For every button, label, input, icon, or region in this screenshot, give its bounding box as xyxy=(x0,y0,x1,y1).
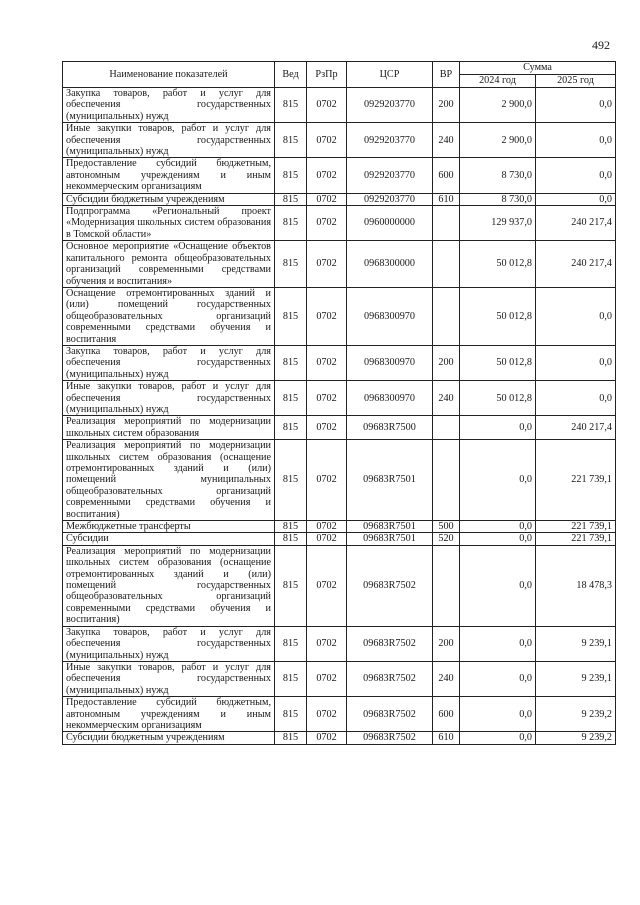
row-2025: 9 239,2 xyxy=(536,732,616,744)
row-csr: 0960000000 xyxy=(347,206,433,241)
row-2024: 0,0 xyxy=(460,440,536,521)
row-csr: 0968300000 xyxy=(347,241,433,288)
table-body xyxy=(63,88,616,745)
row-name: Подпрограмма «Региональный проект «Модернизация школьных систем образования в Томской области» xyxy=(63,206,275,241)
row-name: Закупка товаров, работ и услуг для обеспечения государственных (муниципальных) нужд xyxy=(63,345,275,380)
row-rzpr: 0702 xyxy=(307,123,347,158)
row-2025: 18 478,3 xyxy=(536,545,616,626)
row-rzpr: 0702 xyxy=(307,193,347,205)
header-csr: ЦСР xyxy=(347,62,433,88)
row-vr xyxy=(433,287,460,345)
row-2025: 221 739,1 xyxy=(536,440,616,521)
row-name: Предоставление субсидий бюджетным, автономным учреждениям и иным некоммерческим организациям xyxy=(63,697,275,732)
row-2024: 50 012,8 xyxy=(460,241,536,288)
row-2025: 0,0 xyxy=(536,123,616,158)
budget-table xyxy=(62,61,616,745)
row-ved: 815 xyxy=(275,661,307,696)
row-name: Иные закупки товаров, работ и услуг для обеспечения государственных (муниципальных) нужд xyxy=(63,381,275,416)
table-row xyxy=(63,206,616,241)
table-row xyxy=(63,158,616,193)
row-2024: 0,0 xyxy=(460,521,536,533)
table-row xyxy=(63,521,616,533)
header-2025: 2025 год xyxy=(536,75,616,88)
row-vr: 200 xyxy=(433,345,460,380)
row-rzpr: 0702 xyxy=(307,241,347,288)
row-csr: 09683R7501 xyxy=(347,440,433,521)
row-2024: 8 730,0 xyxy=(460,193,536,205)
row-name: Реализация мероприятий по модернизации школьных систем образования (оснащение отремонтированных зданий и (или) помещений государственных общеобразовательных организаций современными средствами обучения и воспитания) xyxy=(63,545,275,626)
row-2025: 0,0 xyxy=(536,381,616,416)
row-rzpr: 0702 xyxy=(307,206,347,241)
row-2024: 0,0 xyxy=(460,661,536,696)
row-ved: 815 xyxy=(275,440,307,521)
row-2024: 0,0 xyxy=(460,697,536,732)
row-2024: 2 900,0 xyxy=(460,123,536,158)
row-name: Субсидии xyxy=(63,533,275,545)
table-row xyxy=(63,545,616,626)
row-2025: 0,0 xyxy=(536,88,616,123)
row-name: Иные закупки товаров, работ и услуг для обеспечения государственных (муниципальных) нужд xyxy=(63,123,275,158)
row-csr: 0929203770 xyxy=(347,88,433,123)
row-2025: 9 239,1 xyxy=(536,661,616,696)
row-csr: 0929203770 xyxy=(347,193,433,205)
table-row xyxy=(63,626,616,661)
row-2025: 9 239,2 xyxy=(536,697,616,732)
row-vr: 200 xyxy=(433,626,460,661)
row-ved: 815 xyxy=(275,158,307,193)
row-csr: 09683R7501 xyxy=(347,533,433,545)
header-rzpr: РзПр xyxy=(307,62,347,88)
row-vr: 600 xyxy=(433,158,460,193)
row-vr xyxy=(433,440,460,521)
row-vr: 240 xyxy=(433,381,460,416)
row-2024: 0,0 xyxy=(460,732,536,744)
table-row xyxy=(63,661,616,696)
row-2024: 0,0 xyxy=(460,533,536,545)
row-2024: 0,0 xyxy=(460,416,536,440)
row-2025: 0,0 xyxy=(536,287,616,345)
row-rzpr: 0702 xyxy=(307,88,347,123)
row-name: Основное мероприятие «Оснащение объектов капитального ремонта общеобразовательных организаций современными средствами обучения и воспитания» xyxy=(63,241,275,288)
table-row xyxy=(63,193,616,205)
header-ved: Вед xyxy=(275,62,307,88)
page-number: 492 xyxy=(592,38,610,52)
row-vr: 500 xyxy=(433,521,460,533)
row-2025: 9 239,1 xyxy=(536,626,616,661)
row-rzpr: 0702 xyxy=(307,440,347,521)
row-csr: 09683R7502 xyxy=(347,732,433,744)
row-vr: 200 xyxy=(433,88,460,123)
row-vr xyxy=(433,206,460,241)
row-vr: 240 xyxy=(433,661,460,696)
row-2024: 129 937,0 xyxy=(460,206,536,241)
row-vr xyxy=(433,241,460,288)
table-row xyxy=(63,88,616,123)
row-ved: 815 xyxy=(275,521,307,533)
row-csr: 09683R7502 xyxy=(347,661,433,696)
header-name: Наименование показателей xyxy=(63,62,275,88)
row-2024: 0,0 xyxy=(460,545,536,626)
row-name: Оснащение отремонтированных зданий и (или) помещений государственных общеобразовательных организаций современными средствами обучения и воспитания xyxy=(63,287,275,345)
row-vr: 610 xyxy=(433,193,460,205)
row-2024: 0,0 xyxy=(460,626,536,661)
row-rzpr: 0702 xyxy=(307,416,347,440)
table-row xyxy=(63,381,616,416)
row-ved: 815 xyxy=(275,123,307,158)
row-name: Иные закупки товаров, работ и услуг для обеспечения государственных (муниципальных) нужд xyxy=(63,661,275,696)
row-csr: 0968300970 xyxy=(347,381,433,416)
row-vr: 600 xyxy=(433,697,460,732)
row-rzpr: 0702 xyxy=(307,381,347,416)
row-rzpr: 0702 xyxy=(307,533,347,545)
row-ved: 815 xyxy=(275,206,307,241)
row-ved: 815 xyxy=(275,545,307,626)
header-vr: ВР xyxy=(433,62,460,88)
row-ved: 815 xyxy=(275,193,307,205)
row-ved: 815 xyxy=(275,732,307,744)
row-rzpr: 0702 xyxy=(307,158,347,193)
row-csr: 09683R7502 xyxy=(347,545,433,626)
row-name: Реализация мероприятий по модернизации школьных систем образования xyxy=(63,416,275,440)
row-2024: 2 900,0 xyxy=(460,88,536,123)
row-rzpr: 0702 xyxy=(307,732,347,744)
row-2025: 0,0 xyxy=(536,345,616,380)
row-2025: 221 739,1 xyxy=(536,521,616,533)
row-rzpr: 0702 xyxy=(307,287,347,345)
row-name: Предоставление субсидий бюджетным, автономным учреждениям и иным некоммерческим организациям xyxy=(63,158,275,193)
table-row xyxy=(63,732,616,744)
row-ved: 815 xyxy=(275,416,307,440)
row-rzpr: 0702 xyxy=(307,521,347,533)
row-2025: 221 739,1 xyxy=(536,533,616,545)
row-2024: 50 012,8 xyxy=(460,287,536,345)
row-vr: 240 xyxy=(433,123,460,158)
row-csr: 09683R7500 xyxy=(347,416,433,440)
row-vr: 610 xyxy=(433,732,460,744)
row-vr: 520 xyxy=(433,533,460,545)
row-csr: 09683R7501 xyxy=(347,521,433,533)
row-ved: 815 xyxy=(275,381,307,416)
row-ved: 815 xyxy=(275,345,307,380)
row-ved: 815 xyxy=(275,241,307,288)
row-name: Субсидии бюджетным учреждениям xyxy=(63,193,275,205)
row-2024: 50 012,8 xyxy=(460,345,536,380)
row-rzpr: 0702 xyxy=(307,697,347,732)
header-2024: 2024 год xyxy=(460,75,536,88)
row-csr: 0968300970 xyxy=(347,345,433,380)
row-2024: 50 012,8 xyxy=(460,381,536,416)
row-ved: 815 xyxy=(275,626,307,661)
header-sum: Сумма xyxy=(460,62,616,75)
row-2025: 240 217,4 xyxy=(536,206,616,241)
row-rzpr: 0702 xyxy=(307,345,347,380)
table-row xyxy=(63,416,616,440)
table-row xyxy=(63,345,616,380)
table-row xyxy=(63,440,616,521)
row-name: Закупка товаров, работ и услуг для обеспечения государственных (муниципальных) нужд xyxy=(63,626,275,661)
row-rzpr: 0702 xyxy=(307,661,347,696)
row-ved: 815 xyxy=(275,88,307,123)
row-2025: 240 217,4 xyxy=(536,241,616,288)
row-csr: 09683R7502 xyxy=(347,626,433,661)
row-rzpr: 0702 xyxy=(307,626,347,661)
row-name: Субсидии бюджетным учреждениям xyxy=(63,732,275,744)
row-csr: 09683R7502 xyxy=(347,697,433,732)
table-row xyxy=(63,123,616,158)
table-row xyxy=(63,533,616,545)
row-csr: 0929203770 xyxy=(347,123,433,158)
row-name: Межбюджетные трансферты xyxy=(63,521,275,533)
row-csr: 0929203770 xyxy=(347,158,433,193)
row-name: Реализация мероприятий по модернизации школьных систем образования (оснащение отремонтированных зданий и (или) помещений муниципальных общеобразовательных организаций современными средствами обучения и воспитания) xyxy=(63,440,275,521)
table-row xyxy=(63,697,616,732)
table-row xyxy=(63,241,616,288)
row-ved: 815 xyxy=(275,697,307,732)
row-ved: 815 xyxy=(275,287,307,345)
row-2025: 0,0 xyxy=(536,158,616,193)
table-row xyxy=(63,287,616,345)
row-2025: 240 217,4 xyxy=(536,416,616,440)
row-vr xyxy=(433,416,460,440)
row-vr xyxy=(433,545,460,626)
row-rzpr: 0702 xyxy=(307,545,347,626)
row-ved: 815 xyxy=(275,533,307,545)
row-2024: 8 730,0 xyxy=(460,158,536,193)
row-name: Закупка товаров, работ и услуг для обеспечения государственных (муниципальных) нужд xyxy=(63,88,275,123)
row-csr: 0968300970 xyxy=(347,287,433,345)
row-2025: 0,0 xyxy=(536,193,616,205)
